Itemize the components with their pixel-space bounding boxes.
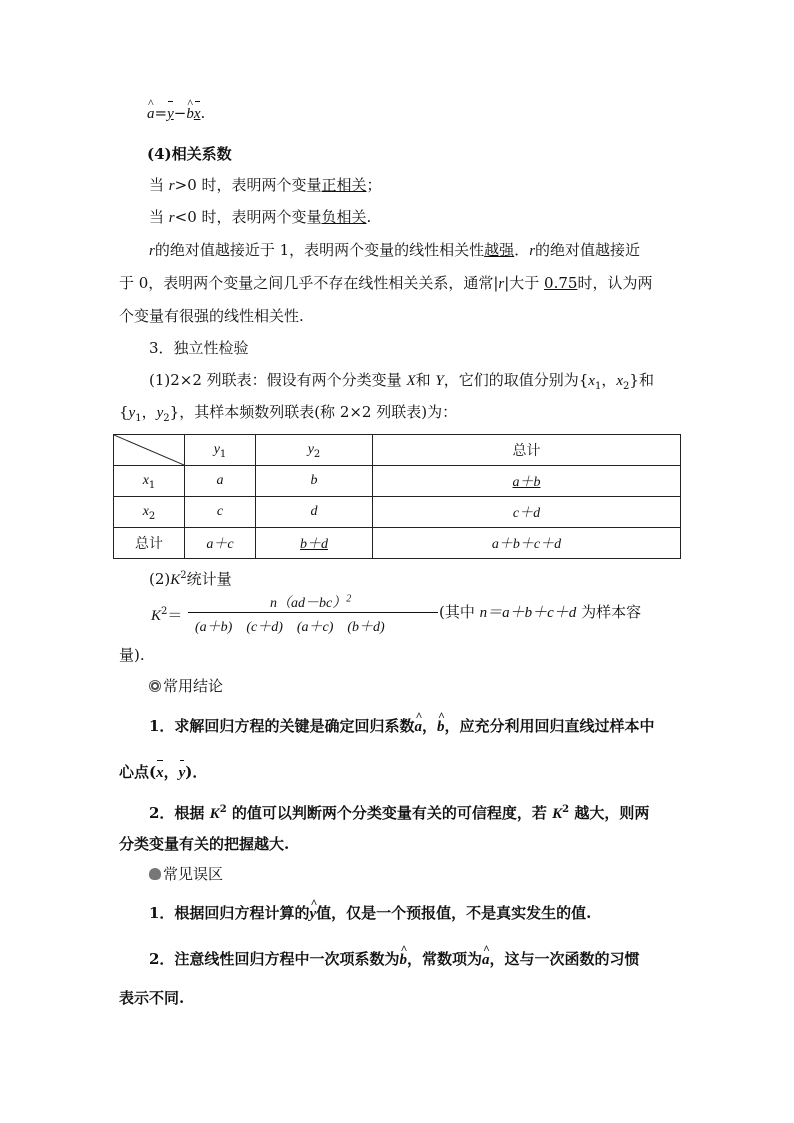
header-total: 总计 [373,435,681,466]
correlation-paragraph-line2: 于 0，表明两个变量之间几乎不存在线性相关关系，通常|r|大于 0.75时，认为两 [119,274,653,292]
mistake-item-1: 1．根据回归方程计算的^ y值，仅是一个预报值，不是真实发生的值. [149,903,591,924]
table-row [114,497,681,528]
table-header-row [114,435,681,466]
positive-correlation-line: 当 r>0 时，表明两个变量正相关； [149,176,382,194]
conclusion-item-1: 1．求解回归方程的关键是确定回归系数^ a，^ b，应充分利用回归直线过样本中 [149,716,654,737]
correlation-paragraph-line3: 个变量有很强的线性相关性. [119,307,304,325]
table-cell: a＋c [185,528,256,559]
lightbulb-icon [149,868,161,880]
k2-note: (其中 n＝a＋b＋c＋d 为样本容 [439,603,642,621]
fraction-bar [188,612,438,613]
header-y2: $y_2$ [256,435,373,466]
mistakes-heading: 常见误区 [149,864,223,884]
negative-correlation-line: 当 r<0 时，表明两个变量负相关. [149,208,372,226]
table-cell: a＋b [373,466,681,497]
k2-lhs: $K^2=$ [151,606,183,624]
mistake-item-2-line2: 表示不同. [119,989,185,1007]
table-cell: c [185,497,256,528]
table-cell: a＋b＋c＋d [373,528,681,559]
diagonal-line [114,435,184,465]
section-title-correlation: (4)相关系数 [147,145,232,163]
contingency-intro-line2: {$y_1$，$y_2$}，其样本频数列联表(称 2×2 列联表)为： [119,403,458,424]
row-label: $x_1$ [114,466,185,497]
k2-numerator: $n(ad-bc)^2$ [270,593,352,611]
conclusion-item-2: 2．根据 $K^2$ 的值可以判断两个分类变量有关的可信程度，若 $K^2$ 越大，则两 [149,804,650,822]
header-y1: $y_1$ [185,435,256,466]
table-cell: c＋d [373,497,681,528]
section-title-independence-test: 3．独立性检验 [149,339,249,357]
diagonal-header-cell [114,435,185,466]
k2-denominator: (a＋b) (c＋d) (a＋c) (b＋d) [195,620,385,635]
k2-note-line2: 量). [119,646,145,664]
table-row [114,528,681,559]
table-cell: d [256,497,373,528]
conclusion-item-1-line2: 心点(x，y)． [119,763,208,781]
mistake-item-2: 2．注意线性回归方程中一次项系数为^ b，常数项为^ a，这与一次函数的习惯 [149,949,639,970]
regression-intercept-formula: ^ a=y−^ bx. [147,103,205,124]
table-cell: b [256,466,373,497]
correlation-paragraph-line1: r的绝对值越接近于 1，表明两个变量的线性相关性越强．r的绝对值越接近 [149,241,641,259]
contingency-table [113,434,681,559]
row-label: 总计 [114,528,185,559]
target-icon [149,680,161,692]
a-hat: ^ a [147,104,155,124]
contingency-intro-line1: (1)2×2 列联表：假设有两个分类变量 X和 Y，它们的取值分别为{$x_1$，$x_2$}和 [149,371,654,392]
table-cell: a [185,466,256,497]
row-label: $x_2$ [114,497,185,528]
table-cell: b＋d [256,528,373,559]
conclusion-item-2-line2: 分类变量有关的把握越大. [119,835,290,853]
table-row [114,466,681,497]
conclusions-heading: 常用结论 [149,676,223,696]
k2-section-title: $(2)K^2$统计量 [149,570,232,588]
